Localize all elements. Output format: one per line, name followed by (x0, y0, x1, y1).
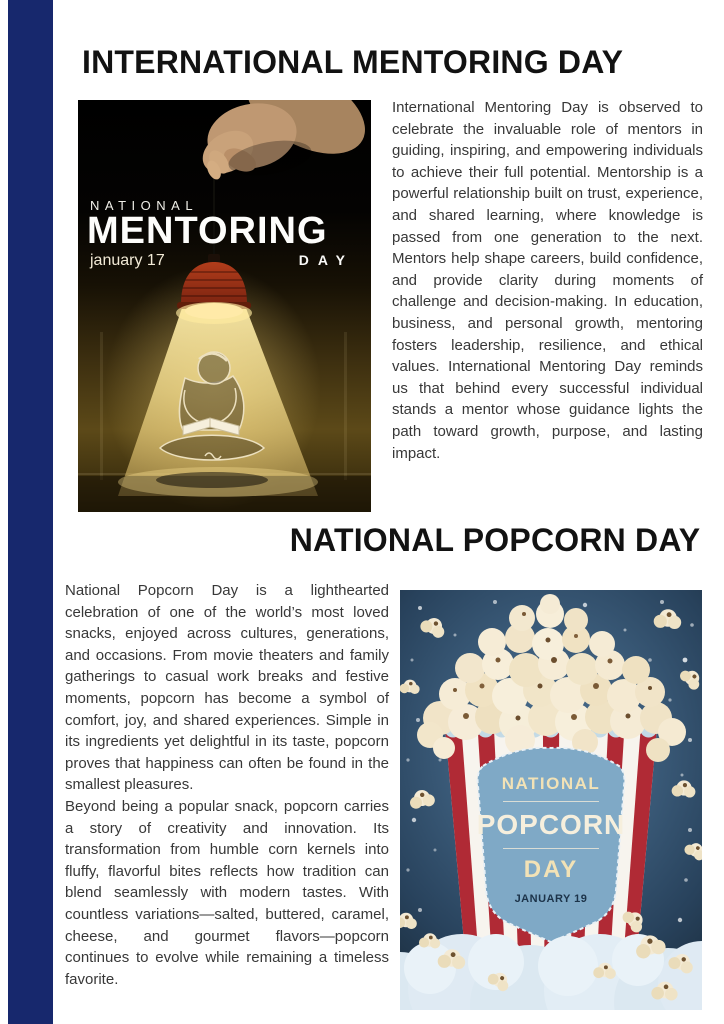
popcorn-badge-kicker: NATIONAL (501, 774, 601, 793)
popcorn-badge (476, 750, 626, 905)
popcorn-paragraphs (65, 580, 389, 990)
popcorn-badge-headline: POPCORN (476, 809, 626, 840)
popcorn-paragraph-2: Beyond being a popular snack, popcorn carries a story of creativity and innovation. Its transformation from humble corn kernels into fluffy, flavorful bites reflects how tradition can blend seamlessly with modern tastes. With countless variations—salted, buttered, caramel, cheese, and gourmet flavors—popcorn continues to evolve while remaining a timeless favorite. (65, 797, 389, 988)
mentoring-poster (78, 100, 371, 512)
mentoring-poster-day-word: DAY (298, 252, 354, 268)
mentor-hand-illustration (195, 100, 371, 182)
mentoring-poster-kicker: NATIONAL (90, 198, 199, 213)
popcorn-section-title: NATIONAL POPCORN DAY (289, 522, 701, 558)
badge-divider-bottom (503, 848, 599, 849)
popcorn-badge-date: JANUARY 19 (514, 893, 588, 905)
mentoring-section-title: INTERNATIONAL MENTORING DAY (82, 44, 624, 80)
mentoring-poster-art (78, 100, 371, 512)
popcorn-paragraph-1: National Popcorn Day is a lighthearted celebration of one of the world’s most loved snacks, enjoyed across cultures, generations, and occasions. From movie theaters and family gatherings to casual work breaks and festive moments, popcorn has become a symbol of comfort, joy, and shared experiences. Simple in its ingredients yet delightful in its taste, popcorn proves that happiness can often be found in the smallest pleasures. (65, 582, 389, 794)
badge-divider-top (503, 801, 599, 802)
left-accent-bar (8, 0, 53, 1024)
mentoring-poster-dateline (90, 252, 354, 270)
boy-shadow (156, 472, 268, 488)
mentoring-poster-headline: MENTORING (87, 210, 328, 252)
popcorn-poster (400, 590, 702, 1010)
popcorn-badge-day-word: DAY (523, 856, 579, 883)
mentoring-poster-date: january 17 (90, 252, 165, 269)
mentoring-paragraph: International Mentoring Day is observed to celebrate the invaluable role of mentors in guiding, inspiring, and empowering individuals to achieve their full potential. Mentorship is a powerful relationship built on trust, experience, and shared learning, where knowledge is passed from one generation to the next. Mentors help shape careers, build confidence, and provide clarity during moments of challenge and decision-making. In education, business, and personal growth, mentoring fosters leadership, resilience, and ethical values. International Mentoring Day reminds us that behind every successful individual stands a mentor whose guidance lights the path toward growth, purpose, and lasting impact. (392, 99, 703, 462)
